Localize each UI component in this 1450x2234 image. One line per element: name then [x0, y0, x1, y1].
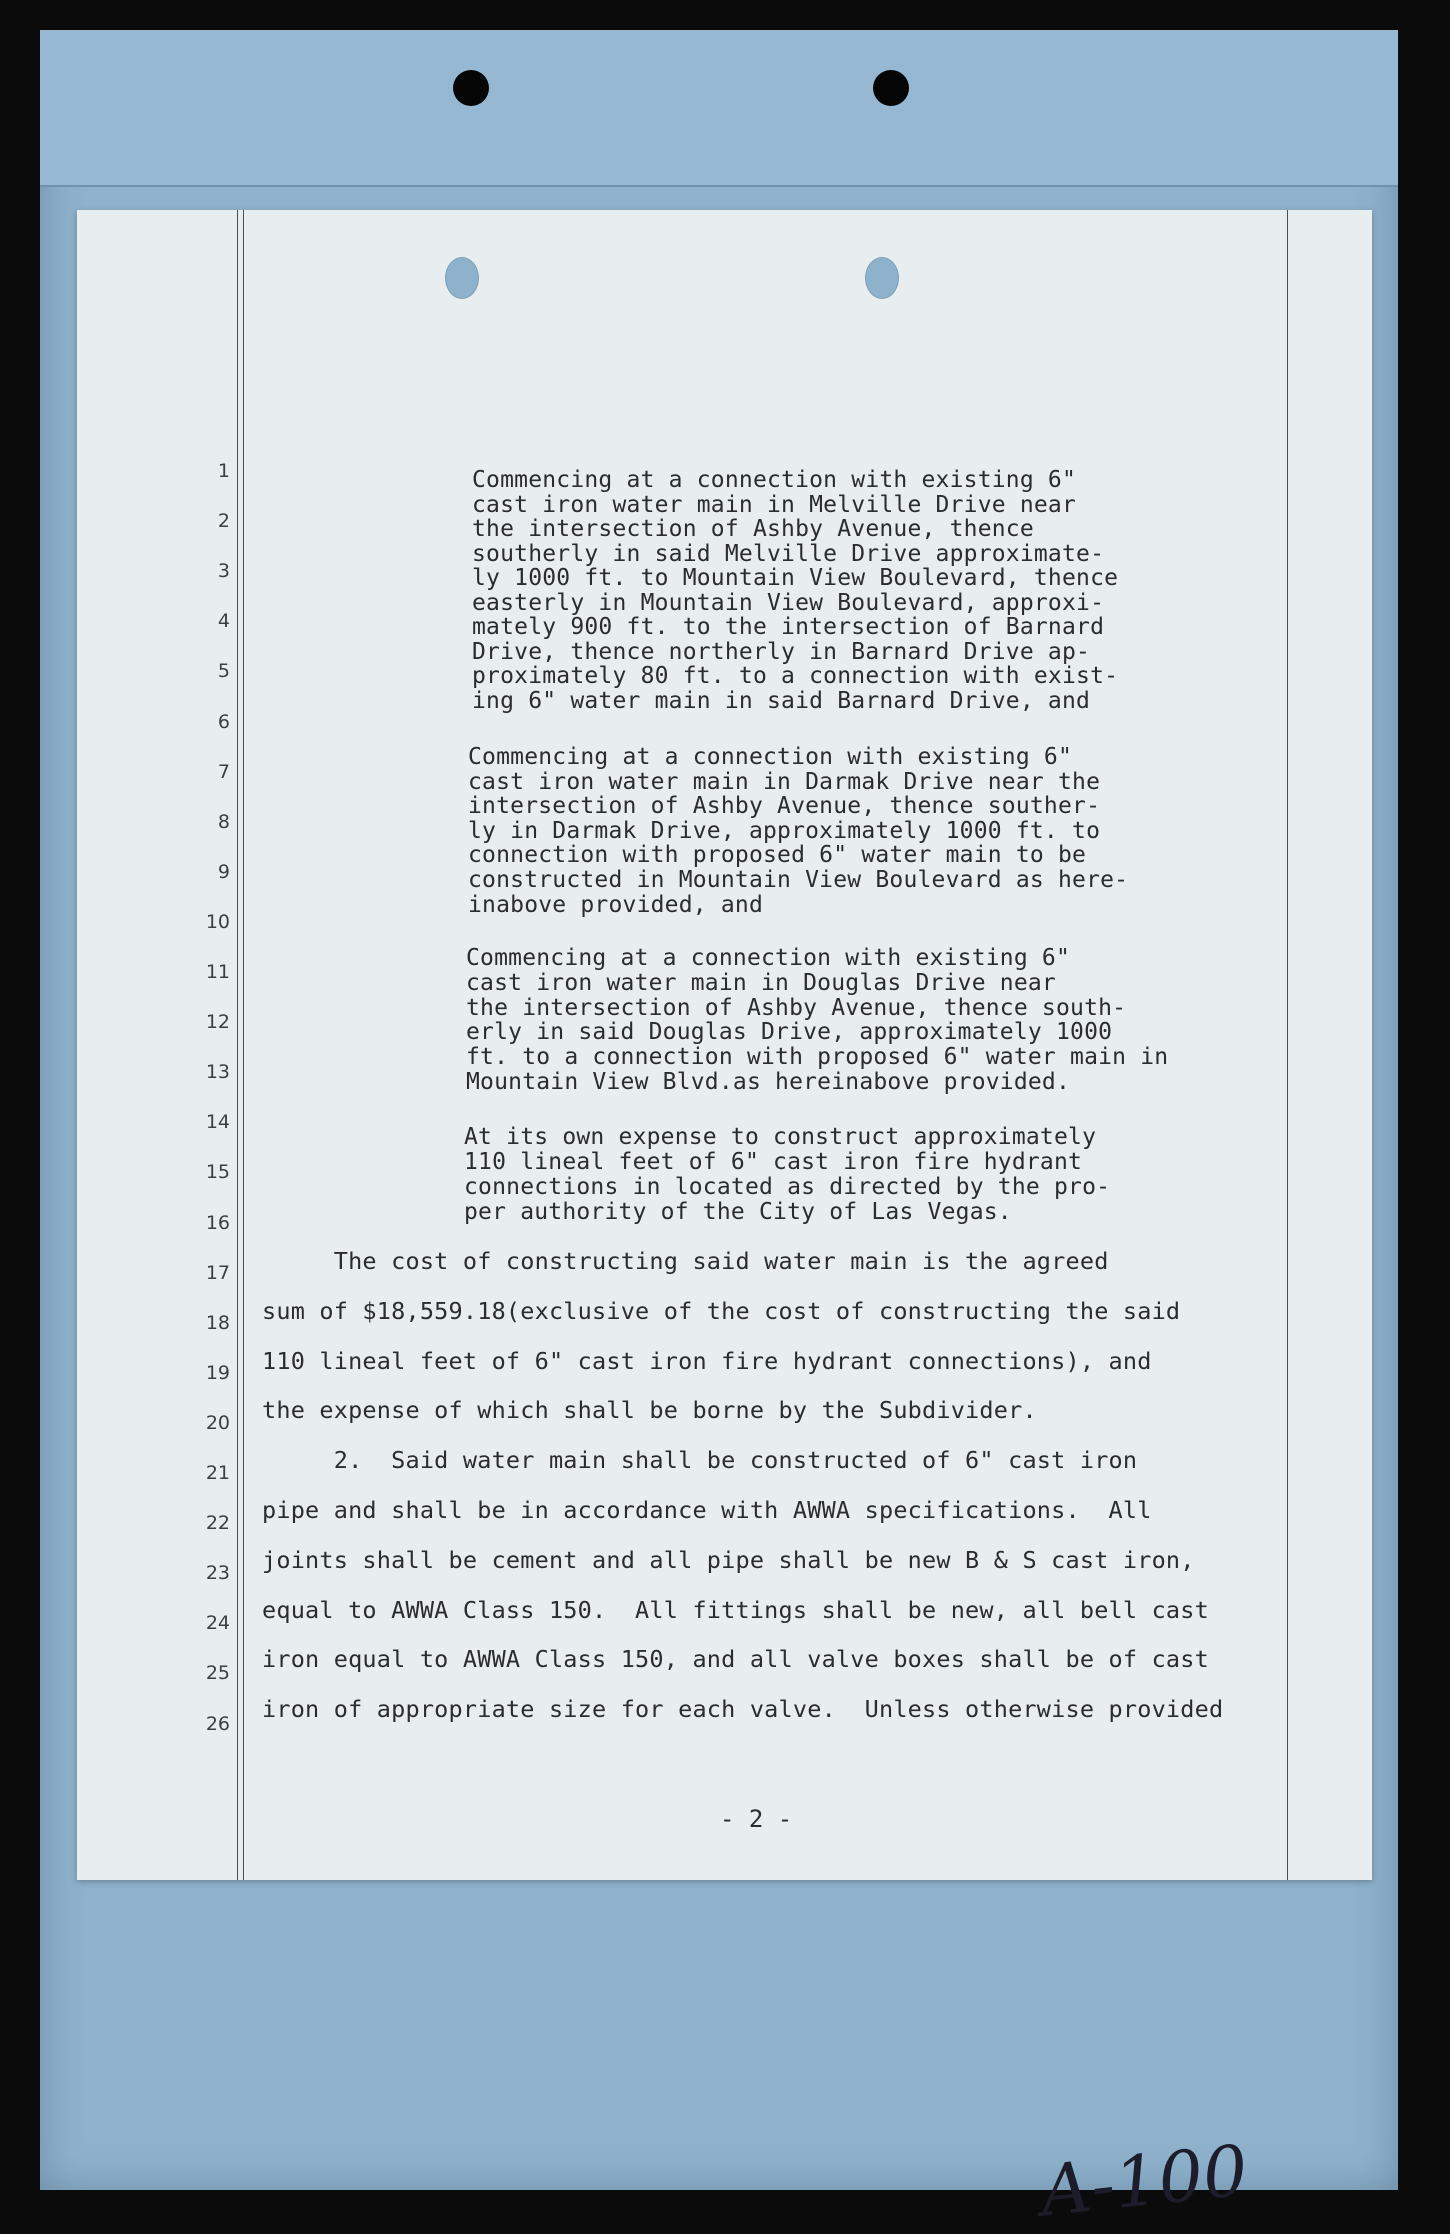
folder-tab — [40, 30, 1398, 187]
paragraph-line: Commencing at a connection with existing 6" — [468, 744, 1073, 770]
body-line: iron of appropriate size for each valve. Unless otherwise provided — [262, 1695, 1224, 1724]
paragraph-line: ly in Darmak Drive, approximately 1000 ft. to — [468, 817, 1101, 844]
paragraph-line: ing 6" water main in said Barnard Drive, and — [472, 687, 1091, 714]
line-number: 1 — [217, 460, 230, 482]
line-number: 6 — [217, 710, 230, 733]
paragraph-line: cast iron water main in Douglas Drive near — [466, 969, 1056, 996]
line-number: 5 — [217, 660, 230, 683]
paragraph-line: proximately 80 ft. to a connection with exist- — [472, 663, 1119, 689]
line-number: 9 — [217, 860, 230, 883]
paragraph-line: Commencing at a connection with existing 6" — [472, 467, 1077, 493]
page-number: - 2 - — [720, 1805, 793, 1833]
binder-hole-right — [873, 70, 909, 106]
line-number: 15 — [205, 1161, 230, 1184]
line-number: 4 — [217, 610, 230, 633]
paragraph-line: mately 900 ft. to the intersection of Barnard — [472, 614, 1105, 640]
folder-annotation: A-100 — [1036, 2129, 1252, 2233]
line-number: 26 — [205, 1712, 230, 1735]
line-number: 14 — [205, 1111, 230, 1134]
paper-hole-left — [445, 257, 479, 299]
line-number: 12 — [205, 1011, 230, 1034]
line-number: 22 — [205, 1512, 230, 1535]
paragraph-line: 110 lineal feet of 6" cast iron fire hydrant — [464, 1149, 1083, 1175]
paragraph-line: At its own expense to construct approximately — [464, 1124, 1097, 1150]
body-line: joints shall be cement and all pipe shall be new B & S cast iron, — [262, 1545, 1195, 1574]
paragraph-line: easterly in Mountain View Boulevard, approxi- — [472, 589, 1105, 616]
line-number: 11 — [205, 961, 230, 983]
paragraph-melville — [472, 468, 1118, 713]
paragraph-line: Drive, thence northerly in Barnard Drive ap- — [472, 638, 1091, 665]
line-number: 8 — [217, 810, 230, 833]
body-line: the expense of which shall be borne by the Subdivider. — [262, 1396, 1037, 1425]
line-number: 3 — [217, 560, 230, 583]
line-number: 25 — [205, 1662, 230, 1685]
line-number: 17 — [205, 1261, 230, 1284]
paragraph-line: Commencing at a connection with existing 6" — [466, 945, 1071, 971]
paragraph-line: inabove provided, and — [468, 891, 763, 918]
paragraph-line: ft. to a connection with proposed 6" water main in — [466, 1044, 1169, 1071]
paragraph-line: connections in located as directed by the pro- — [464, 1174, 1111, 1200]
line-number: 23 — [205, 1562, 230, 1585]
paragraph-douglas — [466, 946, 1168, 1095]
margin-rule-left-inner — [243, 210, 244, 1880]
margin-rule-left-outer — [237, 210, 238, 1880]
paragraph-line: cast iron water main in Melville Drive near — [472, 491, 1077, 518]
line-number: 13 — [205, 1061, 230, 1084]
line-number: 21 — [205, 1462, 230, 1484]
line-number: 18 — [205, 1311, 230, 1334]
paragraph-hydrant — [464, 1125, 1110, 1225]
line-number: 24 — [205, 1612, 230, 1635]
paragraph-line: southerly in said Melville Drive approximate- — [472, 540, 1105, 567]
body-line: 110 lineal feet of 6" cast iron fire hydrant connections), and — [262, 1346, 1152, 1375]
paragraph-line: per authority of the City of Las Vegas. — [464, 1199, 1012, 1225]
paragraph-line: ly 1000 ft. to Mountain View Boulevard, thence — [472, 565, 1119, 591]
paragraph-line: the intersection of Ashby Avenue, thence south- — [466, 994, 1127, 1021]
line-number: 7 — [217, 760, 230, 783]
paragraph-line: intersection of Ashby Avenue, thence souther- — [468, 793, 1101, 820]
paragraph-line: cast iron water main in Darmak Drive near the — [468, 768, 1101, 795]
paragraph-line: erly in said Douglas Drive, approximately 1000 — [466, 1019, 1113, 1046]
line-number: 19 — [205, 1361, 230, 1384]
line-number: 2 — [217, 510, 230, 533]
body-line: 2. Said water main shall be constructed of 6" cast iron — [262, 1446, 1138, 1475]
binder-hole-left — [453, 70, 489, 106]
margin-rule-right — [1287, 210, 1288, 1880]
body-line: iron equal to AWWA Class 150, and all valve boxes shall be of cast — [262, 1645, 1209, 1674]
paragraph-line: connection with proposed 6" water main to be — [468, 842, 1087, 869]
paper-hole-right — [865, 257, 899, 299]
body-line: pipe and shall be in accordance with AWWA specifications. All — [262, 1496, 1152, 1524]
body-line: equal to AWWA Class 150. All fittings shall be new, all bell cast — [262, 1595, 1209, 1624]
body-line: The cost of constructing said water main is the agreed — [262, 1247, 1109, 1275]
line-number: 10 — [205, 910, 230, 933]
line-number: 20 — [205, 1411, 230, 1434]
body-line: sum of $18,559.18(exclusive of the cost of constructing the said — [262, 1296, 1181, 1325]
paragraph-line: constructed in Mountain View Boulevard as here- — [468, 866, 1129, 893]
paragraph-darmak — [468, 745, 1128, 917]
paragraph-line: the intersection of Ashby Avenue, thence — [472, 516, 1034, 542]
paragraph-line: Mountain View Blvd.as hereinabove provided. — [466, 1068, 1071, 1095]
line-number: 16 — [205, 1211, 230, 1234]
